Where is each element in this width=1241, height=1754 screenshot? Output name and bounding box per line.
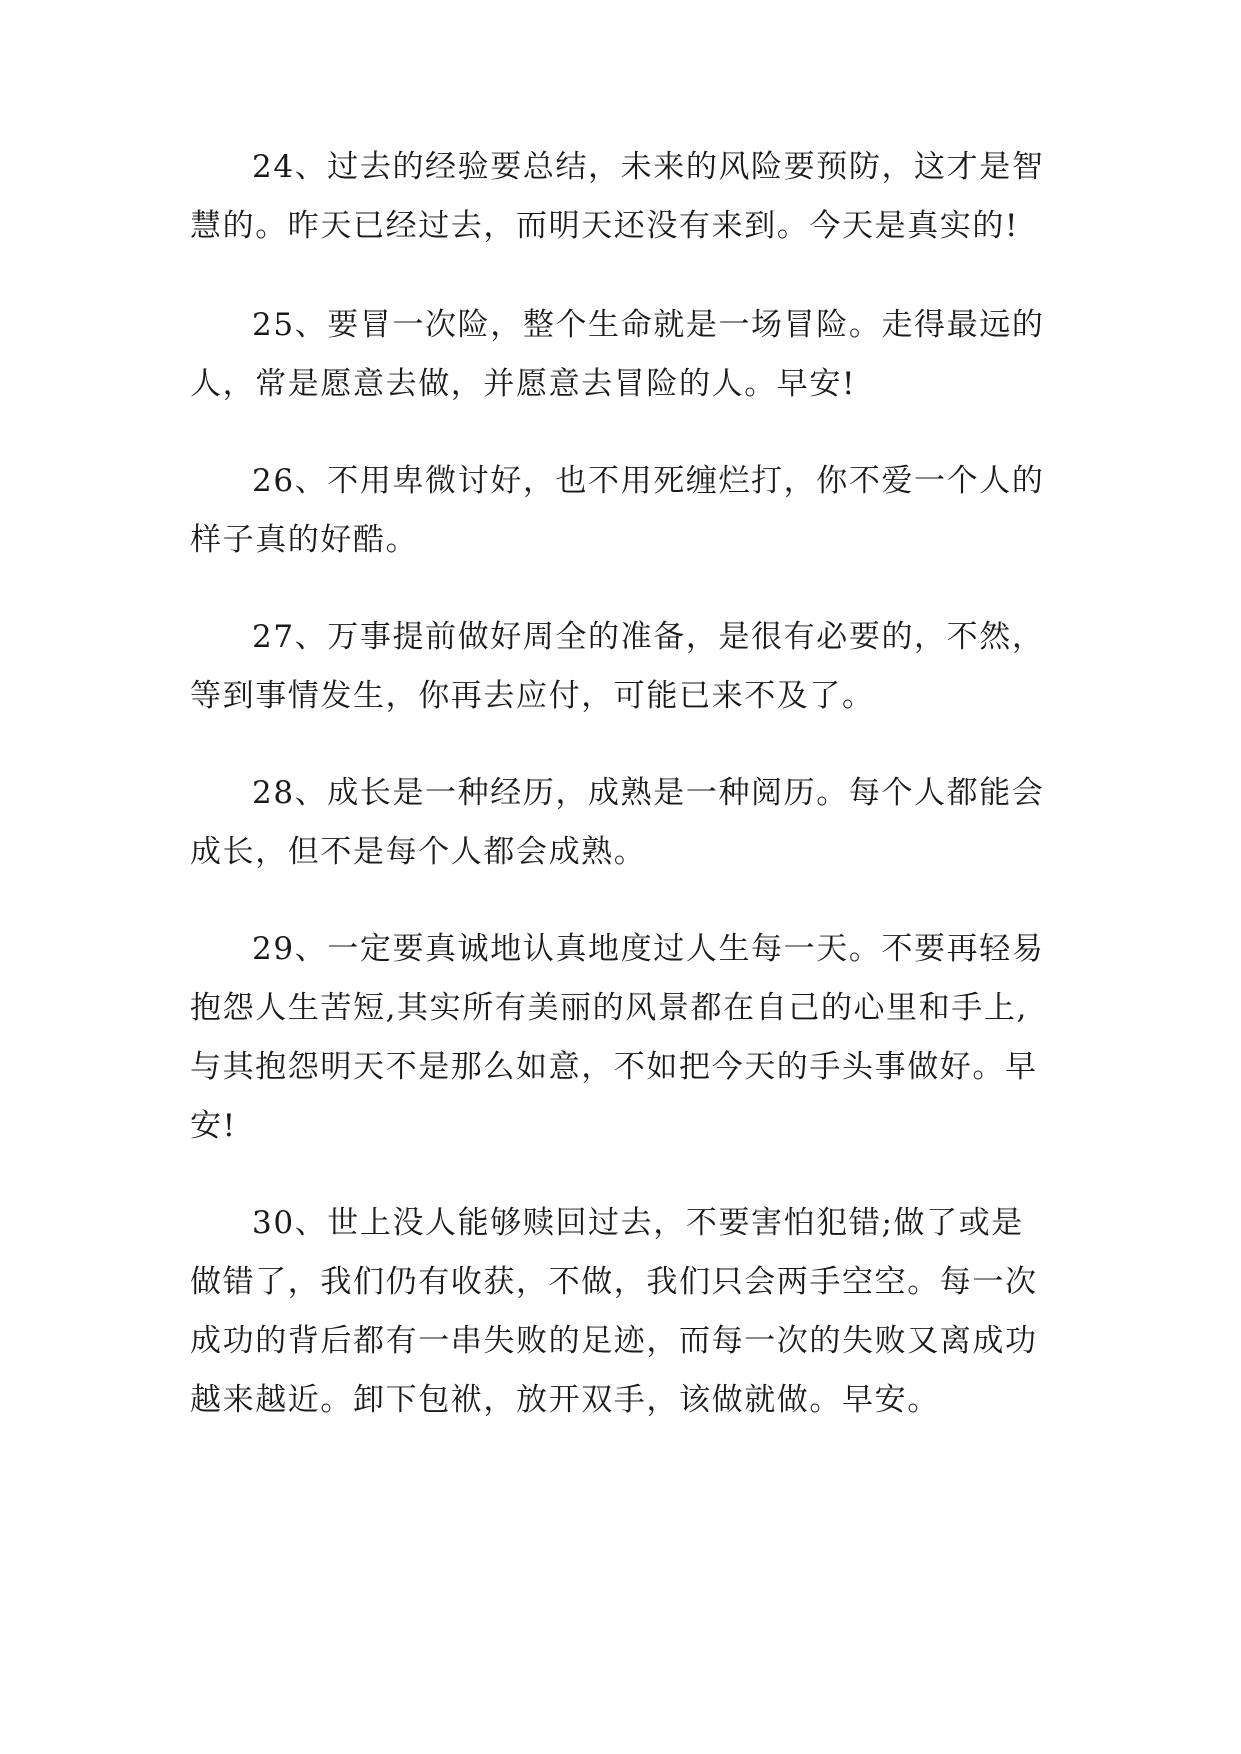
paragraph-27 [190, 608, 1070, 726]
paragraph-line: 26、不用卑微讨好，也不用死缠烂打，你不爱一个人的 [252, 463, 1045, 499]
paragraph-line: 做错了，我们仍有收获，不做，我们只会两手空空。每一次 [190, 1264, 1038, 1300]
paragraph-line: 等到事情发生，你再去应付，可能已来不及了。 [190, 678, 875, 714]
paragraph-line: 慧的。昨天已经过去，而明天还没有来到。今天是真实的! [190, 208, 1020, 244]
paragraph-line: 样子真的好酷。 [190, 522, 419, 558]
paragraph-line: 抱怨人生苦短,其实所有美丽的风景都在自己的心里和手上, [190, 990, 1028, 1026]
paragraph-line: 27、万事提前做好周全的准备，是很有必要的，不然， [252, 619, 1045, 655]
paragraph-line: 人，常是愿意去做，并愿意去冒险的人。早安! [190, 366, 857, 402]
paragraph-line: 成长，但不是每个人都会成熟。 [190, 834, 647, 870]
paragraph-line: 25、要冒一次险，整个生命就是一场冒险。走得最远的 [252, 307, 1045, 343]
paragraph-line: 24、过去的经验要总结，未来的风险要预防，这才是智 [252, 149, 1045, 185]
paragraph-25 [190, 296, 1070, 414]
paragraph-line: 30、世上没人能够赎回过去，不要害怕犯错;做了或是 [252, 1205, 1024, 1241]
paragraph-30 [190, 1194, 1070, 1430]
paragraph-line: 成功的背后都有一串失败的足迹，而每一次的失败又离成功 [190, 1323, 1038, 1359]
paragraph-line: 与其抱怨明天不是那么如意，不如把今天的手头事做好。早 [190, 1049, 1038, 1085]
paragraph-line: 29、一定要真诚地认真地度过人生每一天。不要再轻易 [252, 931, 1045, 967]
paragraph-24 [190, 138, 1070, 256]
paragraph-29 [190, 920, 1070, 1156]
paragraph-line: 越来越近。卸下包袱，放开双手，该做就做。早安。 [190, 1382, 940, 1418]
paragraph-line: 安! [190, 1108, 237, 1144]
paragraph-line: 28、成长是一种经历，成熟是一种阅历。每个人都能会 [252, 775, 1045, 811]
paragraph-26 [190, 452, 1070, 570]
paragraph-28 [190, 764, 1070, 882]
